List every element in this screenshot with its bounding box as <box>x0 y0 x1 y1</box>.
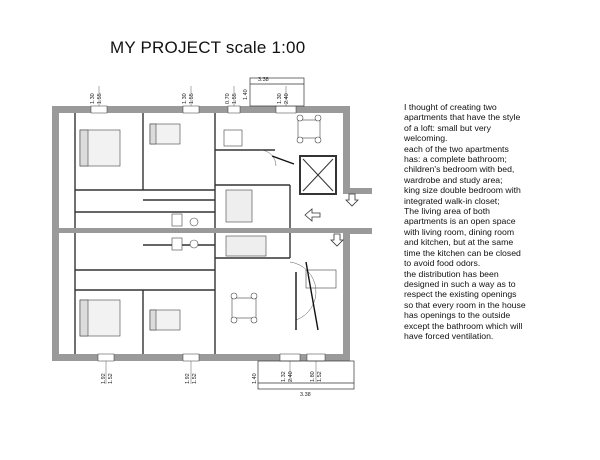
dim-bottom-balcony: 3.38 <box>300 392 311 398</box>
description-line: apartments is an open space <box>404 216 516 227</box>
dimension-leaders <box>99 86 316 384</box>
description-line: to avoid food odors. <box>404 258 481 269</box>
description-line: and kitchen, but at the same <box>404 237 514 248</box>
dim-balcony-side-top: 1.40 <box>243 89 249 100</box>
dim-bot-win-4-b: 1.52 <box>317 371 323 382</box>
dim-bot-win-3-a: 1.32 <box>281 371 287 382</box>
description-line: welcoming. <box>404 133 448 144</box>
description-line: integrated walk-in closet; <box>404 195 500 206</box>
bottom-balcony <box>258 361 354 389</box>
entrance-arrow-icons <box>305 194 358 246</box>
description-line: The living area of both <box>404 206 490 217</box>
dim-top-balcony: 3.38 <box>258 77 269 83</box>
dim-top-win-3-a: 0.70 <box>225 93 231 104</box>
elevator-icon <box>300 156 336 194</box>
dim-top-win-3-b: 1.55 <box>232 93 238 104</box>
description-line: children's bedroom with bed, <box>404 164 515 175</box>
description-line: designed in such a way as to <box>404 278 516 289</box>
dim-balcony-side-bottom: 1.40 <box>252 373 258 384</box>
description-line: have forced ventilation. <box>404 330 494 341</box>
dim-top-win-4-b: 2.40 <box>284 93 290 104</box>
description-line: the distribution has been <box>404 268 499 279</box>
dim-bot-win-4-a: 1.80 <box>310 371 316 382</box>
dim-top-win-1-b: 1.55 <box>97 93 103 104</box>
description-line: has: a complete bathroom; <box>404 154 507 165</box>
description-line: with living room, dining room <box>404 226 515 237</box>
door-swings <box>260 150 316 320</box>
dim-bot-win-3-b: 2.40 <box>288 371 294 382</box>
description-line: except the bathroom which will <box>404 320 523 331</box>
dim-top-win-4-a: 1.30 <box>277 93 283 104</box>
description-line: each of the two apartments <box>404 143 509 154</box>
description-line: respect the existing openings <box>404 289 517 300</box>
description-line: wardrobe and study area; <box>404 174 503 185</box>
dim-top-win-2-a: 1.30 <box>182 93 188 104</box>
dim-top-win-2-b: 1.55 <box>189 93 195 104</box>
description-line: of a loft: small but very <box>404 122 491 133</box>
furniture-living <box>224 115 336 323</box>
description-line: so that every room in the house <box>404 299 526 310</box>
description-line: apartments that have the style <box>404 112 521 123</box>
page-title: MY PROJECT scale 1:00 <box>110 38 306 57</box>
dimension-labels <box>90 77 323 398</box>
description-line: has openings to the outside <box>404 310 511 321</box>
dim-bot-win-2-a: 1.92 <box>185 373 191 384</box>
dim-top-win-1-a: 1.30 <box>90 93 96 104</box>
dim-bot-win-2-b: 1.52 <box>192 373 198 384</box>
dim-bot-win-1-a: 1.92 <box>101 373 107 384</box>
description-line: I thought of creating two <box>404 102 497 112</box>
description-line: time the kitchen can be closed <box>404 247 521 258</box>
dim-bot-win-1-b: 1.52 <box>108 373 114 384</box>
description-line: king size double bedroom with <box>404 185 521 196</box>
